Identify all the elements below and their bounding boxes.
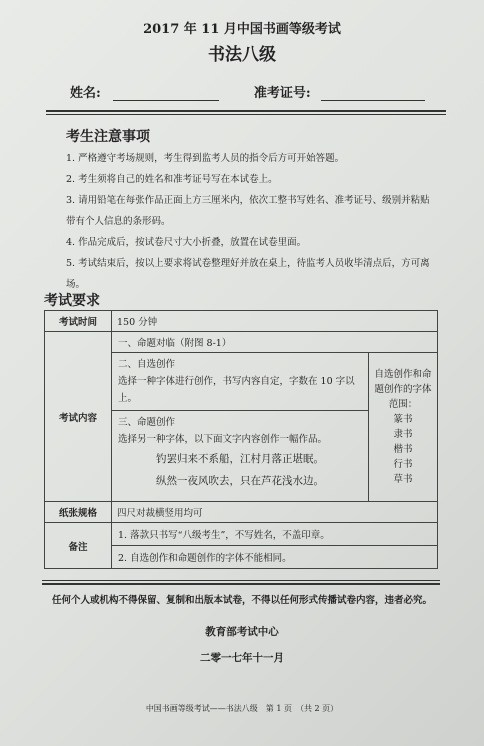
- requirements-title: 考试要求: [44, 293, 100, 309]
- poem-line: 纵然一夜风吹去，只在芦花浅水边。: [156, 475, 324, 487]
- table-row: [45, 502, 438, 523]
- exam-title: 2017 年 11 月中国书画等级考试: [143, 22, 341, 37]
- notice-item: 2. 考生须将自己的姓名和准考证号写在本试卷上。: [66, 174, 278, 185]
- notice-item: 3. 请用铅笔在每张作品正面上方三厘米内，依次工整书写姓名、准考证号、级别并粘贴带有个人信息的条形码。: [66, 195, 430, 227]
- part2-text: 选择一种字体进行创作，书写内容自定，字数在 10 字以上。: [118, 376, 355, 404]
- copyright-warning: 任何个人或机构不得保留、复制和出版本试卷，不得以任何形式传播试卷内容，违者必究。: [51, 595, 432, 606]
- issuing-org: 教育部考试中心: [205, 626, 279, 638]
- part2-title: 二、自选创作: [118, 359, 176, 370]
- ticket-label: 准考证号:: [253, 86, 311, 101]
- notice-item: 4. 作品完成后，按试卷尺寸大小折叠，放置在试卷里面。: [66, 237, 307, 248]
- header-divider: [46, 110, 446, 115]
- notice-title: 考生注意事项: [66, 129, 150, 145]
- page-footer: 中国书画等级考试——书法八级 第 1 页 （共 2 页）: [145, 704, 339, 713]
- font-range-intro: 自选创作和命题创作的字体范围：: [374, 369, 432, 410]
- remark-label: 备注: [45, 523, 112, 569]
- part3-title: 三、命题创作: [118, 417, 176, 428]
- part3-block: [112, 411, 368, 495]
- time-label: 考试时间: [45, 311, 112, 332]
- content-main: [112, 353, 369, 501]
- level-title: 书法八级: [208, 45, 276, 65]
- footer-divider: [42, 580, 440, 585]
- remark-cell: [112, 523, 438, 569]
- name-label: 姓名:: [70, 86, 101, 101]
- paper-label: 纸张规格: [45, 502, 112, 523]
- font-range-item: 隶书: [393, 429, 413, 440]
- content-label: 考试内容: [45, 332, 112, 502]
- paper-value: 四尺对裁横竖用均可: [112, 502, 438, 523]
- table-row: [45, 332, 438, 502]
- part2-block: [112, 353, 368, 411]
- table-row: [45, 523, 438, 569]
- time-value: 150 分钟: [112, 311, 438, 332]
- font-range-item: 楷书: [393, 444, 413, 455]
- font-range-item: 篆书: [393, 414, 413, 425]
- name-field[interactable]: [113, 88, 219, 101]
- remark-item: 1. 落款只书写“八级考生”，不写姓名，不盖印章。: [112, 523, 437, 546]
- ticket-number-field[interactable]: [321, 88, 425, 101]
- table-row: [45, 311, 438, 332]
- font-range-cell: [369, 353, 437, 501]
- issue-date: 二零一七年十一月: [200, 652, 284, 664]
- part3-text: 选择另一种字体，以下面文字内容创作一幅作品。: [118, 434, 328, 445]
- font-range-item: 草书: [393, 474, 413, 485]
- font-range-item: 行书: [393, 459, 413, 470]
- notice-list: [66, 148, 434, 295]
- content-cell: [112, 332, 438, 502]
- notice-item: 1. 严格遵守考场规则，考生得到监考人员的指令后方可开始答题。: [66, 153, 345, 164]
- part1-text: 一、命题对临（附图 8-1）: [112, 332, 437, 353]
- notice-item: 5. 考试结束后，按以上要求将试卷整理好并放在桌上，待监考人员收毕清点后，方可离场。: [66, 258, 430, 290]
- remark-item: 2. 自选创作和命题创作的字体不能相同。: [118, 553, 292, 564]
- requirements-table: [44, 310, 438, 569]
- content-split: [112, 353, 437, 501]
- candidate-info-row: [70, 82, 425, 101]
- poem-line: 钓罢归来不系船，江村月落正堪眠。: [156, 453, 324, 465]
